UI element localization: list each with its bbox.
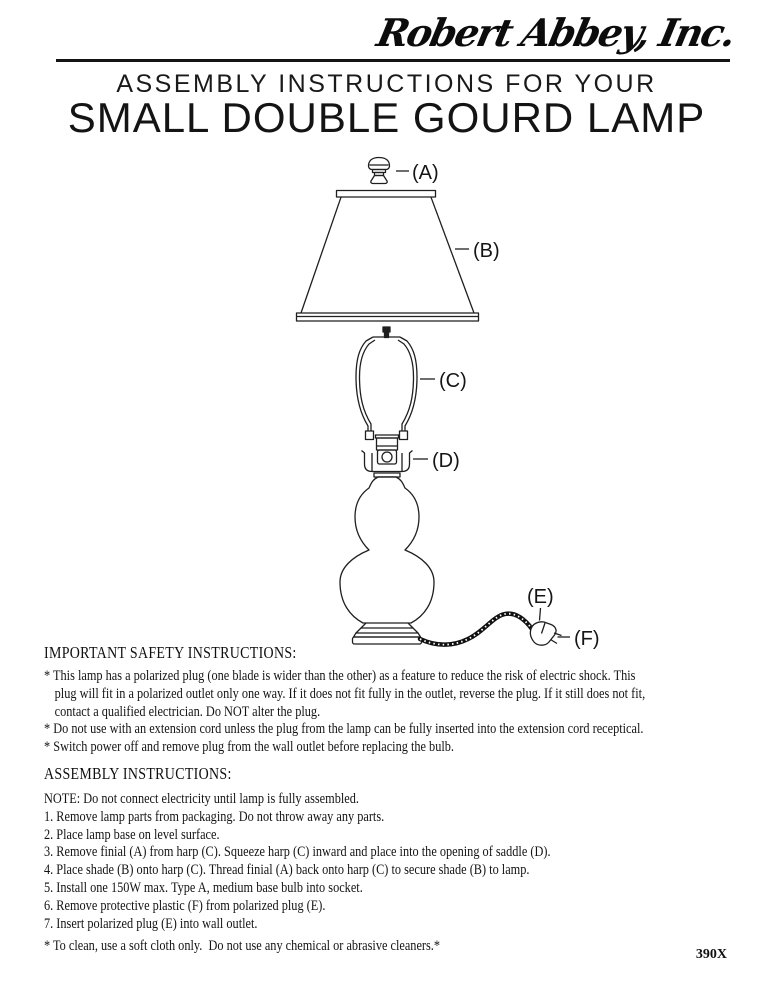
text-line: contact a qualified electrician. Do NOT alter the plug. — [54, 703, 321, 720]
page-subtitle: ASSEMBLY INSTRUCTIONS FOR YOUR — [116, 70, 657, 98]
label-b: (B) — [473, 240, 500, 262]
text-line: * Switch power off and remove plug from the wall outlet before replacing the bulb. — [44, 739, 454, 756]
socket-saddle-drawing — [362, 435, 413, 477]
page-title: SMALL DOUBLE GOURD LAMP — [67, 94, 706, 141]
base-drawing — [353, 623, 422, 644]
assembly-heading: ASSEMBLY INSTRUCTIONS: — [44, 764, 232, 783]
cleaning-note: * To clean, use a soft cloth only. Do not use any chemical or abrasive cleaners.* — [44, 938, 441, 954]
lamp-body-drawing — [340, 477, 434, 623]
assembly-lines — [44, 791, 749, 933]
text-line: 2. Place lamp base on level surface. — [44, 826, 220, 843]
brand-logo: Robert Abbey, Inc. — [373, 10, 739, 55]
text-line: plug will fit in a polarized outlet only one way. If it does not fit fully in the outlet, reverse the plug. If it still does not fit, — [54, 685, 646, 702]
text-line: 7. Insert polarized plug (E) into wall outlet. — [44, 915, 258, 932]
doc-code: 390X — [695, 947, 727, 962]
header-divider — [56, 59, 730, 62]
text-line: NOTE: Do not connect electricity until lamp is fully assembled. — [44, 791, 359, 807]
lamp-diagram — [0, 150, 773, 662]
label-c: (C) — [439, 370, 467, 392]
text-line: 4. Place shade (B) onto harp (C). Thread finial (A) back onto harp (C) to secure shade (B) to lamp. — [44, 862, 530, 879]
shade-drawing — [297, 191, 479, 322]
label-e: (E) — [527, 586, 554, 608]
finial-drawing — [369, 158, 390, 184]
cord-drawing — [420, 614, 532, 645]
safety-section — [44, 643, 749, 757]
safety-heading: IMPORTANT SAFETY INSTRUCTIONS: — [44, 643, 297, 662]
text-line: 3. Remove finial (A) from harp (C). Squeeze harp (C) inward and place into the opening of saddle (D). — [44, 844, 551, 861]
harp-drawing — [356, 327, 417, 440]
assembly-section — [44, 764, 749, 933]
text-line: * Do not use with an extension cord unless the plug from the lamp can be fully inserted into the extension cord receptical. — [44, 721, 644, 738]
safety-lines — [44, 668, 749, 757]
label-e-leader — [540, 608, 541, 621]
label-d: (D) — [432, 450, 460, 472]
text-line: 5. Install one 150W max. Type A, medium base bulb into socket. — [44, 879, 363, 896]
plug-drawing — [530, 622, 561, 645]
text-line: 1. Remove lamp parts from packaging. Do not throw away any parts. — [44, 808, 385, 825]
text-line: * This lamp has a polarized plug (one blade is wider than the other) as a feature to reduce the risk of electric shock. This — [44, 668, 636, 684]
label-a: (A) — [412, 162, 439, 184]
text-line: 6. Remove protective plastic (F) from polarized plug (E). — [44, 897, 326, 914]
label-f: (F) — [574, 628, 600, 650]
